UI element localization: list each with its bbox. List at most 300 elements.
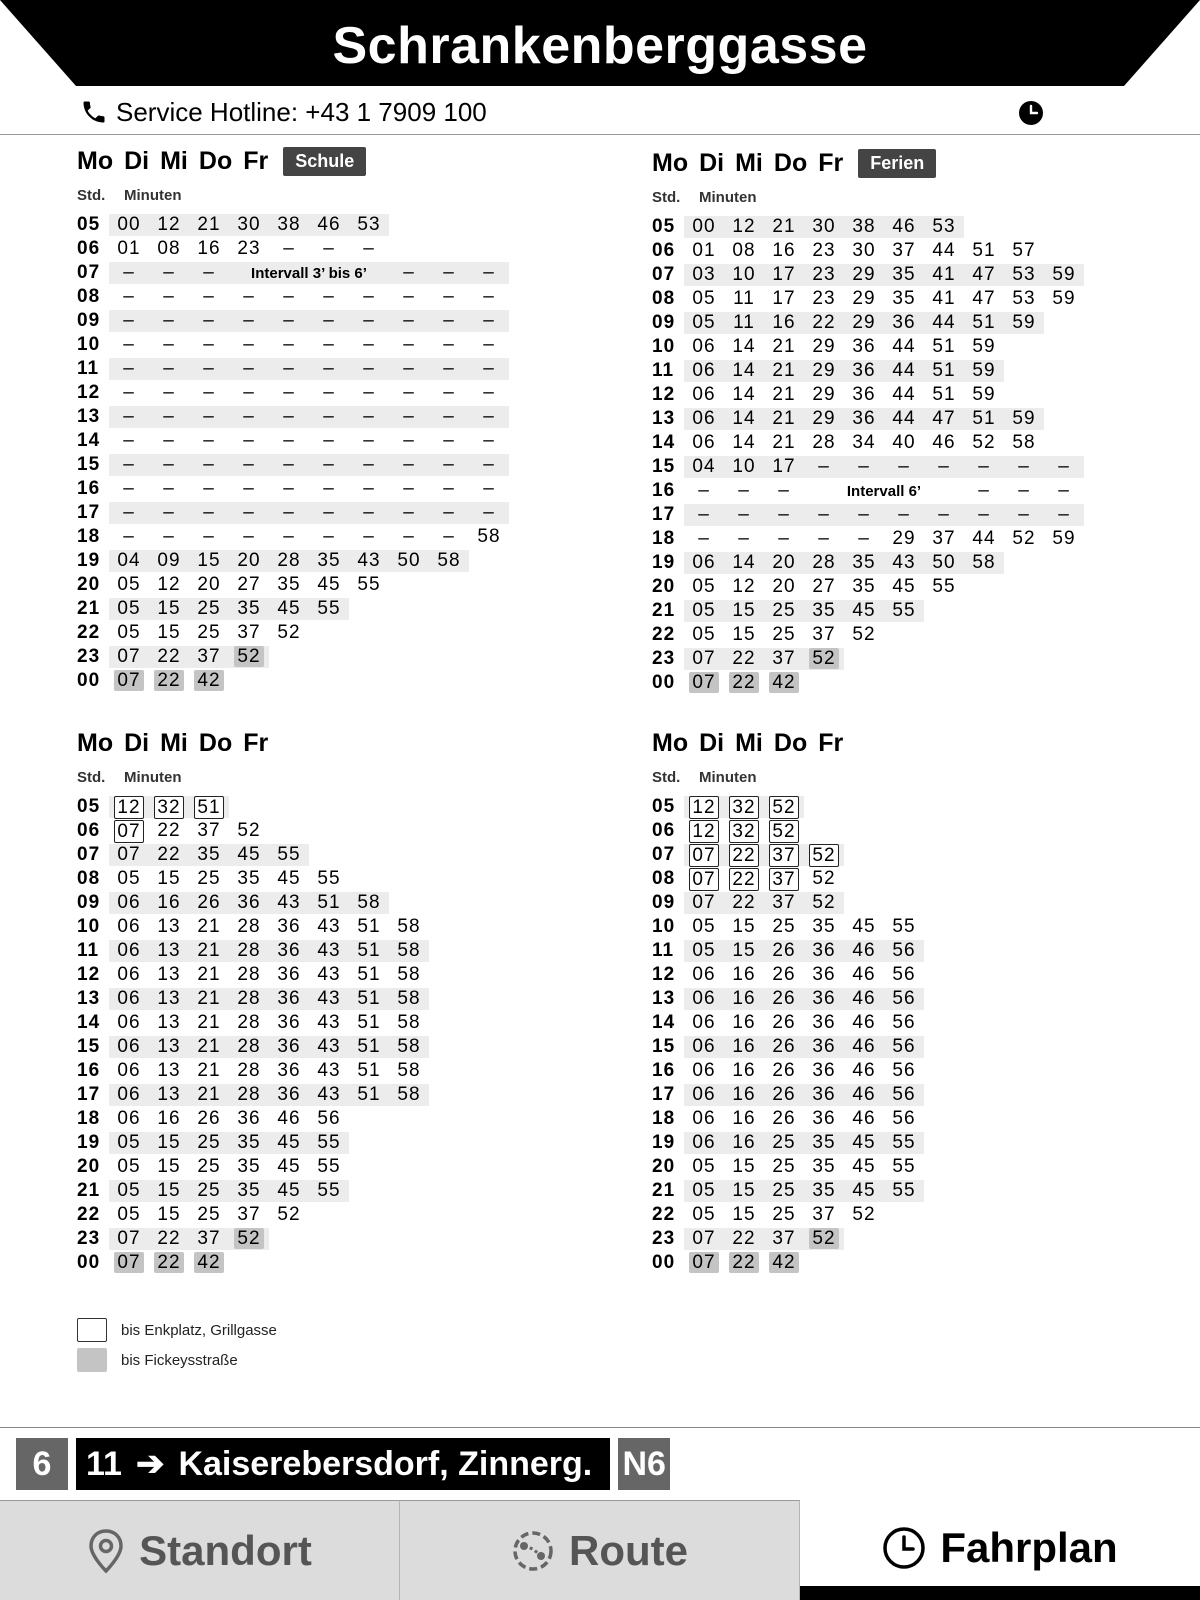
- minute-value: –: [363, 502, 375, 523]
- line-number: 11: [86, 1444, 122, 1483]
- departure-minute: [149, 646, 189, 668]
- departure-minute: [309, 892, 349, 914]
- departure-minute: [684, 336, 724, 358]
- departure-minute: [429, 478, 469, 500]
- clock-icon: [1018, 100, 1044, 126]
- minute-value: 51: [357, 940, 381, 961]
- departure-minute: [684, 240, 724, 262]
- departure-minute: [684, 916, 724, 938]
- minute-value: 15: [157, 1156, 181, 1177]
- departure-minute: [229, 430, 269, 452]
- minute-value: –: [163, 334, 175, 355]
- departure-minute: [1004, 264, 1044, 286]
- departure-minute: [149, 478, 189, 500]
- minute-value: 35: [237, 1156, 261, 1177]
- minute-list: [109, 574, 389, 596]
- departure-minute: [884, 288, 924, 310]
- minute-value: 52: [234, 1228, 264, 1249]
- minute-value: –: [818, 528, 830, 549]
- departure-minute: [1004, 456, 1044, 478]
- minute-value: 22: [729, 1252, 759, 1273]
- weekday-label: Mo: [77, 728, 114, 757]
- minute-value: 36: [812, 940, 836, 961]
- hour-label: 17: [652, 504, 676, 525]
- tab-route[interactable]: [400, 1500, 800, 1600]
- hour-label: 08: [77, 868, 101, 889]
- weekday-label: Do: [198, 146, 233, 175]
- departure-minute: [349, 988, 389, 1010]
- tab-standort[interactable]: [0, 1500, 400, 1600]
- minute-value: 11: [733, 312, 755, 333]
- minute-value: –: [283, 430, 295, 451]
- minute-value: 46: [852, 1084, 876, 1105]
- departure-minute: [229, 238, 269, 260]
- minute-value: 46: [852, 940, 876, 961]
- minute-value: 56: [892, 1108, 916, 1129]
- minute-value: 21: [197, 988, 221, 1009]
- hour-label: 09: [652, 312, 676, 333]
- departure-minute: [229, 988, 269, 1010]
- departure-minute: [964, 456, 1004, 478]
- departure-minute: [724, 868, 764, 891]
- timetable-row: [652, 287, 1172, 311]
- minute-value: 51: [194, 796, 224, 819]
- departure-minute: [1004, 240, 1044, 262]
- minute-value: 22: [812, 312, 836, 333]
- departure-minute: [469, 310, 509, 332]
- minute-value: 28: [237, 1036, 261, 1057]
- minute-value: 45: [277, 1132, 301, 1153]
- minute-list: [109, 526, 509, 548]
- departure-minute: [429, 454, 469, 476]
- minute-value: –: [858, 504, 870, 525]
- minute-value: 44: [892, 360, 916, 381]
- minute-list: [684, 1108, 924, 1130]
- departure-minute: [684, 1132, 724, 1154]
- stop-title: Schrankenberggasse: [332, 17, 868, 75]
- timetable-row: [77, 381, 597, 405]
- departure-minute: [1004, 432, 1044, 454]
- departure-minute: [229, 868, 269, 890]
- minute-list: [684, 844, 844, 866]
- minute-value: 32: [729, 796, 759, 819]
- timetable-row: [77, 453, 597, 477]
- departure-minute: [149, 430, 189, 452]
- minute-value: 46: [277, 1108, 301, 1129]
- departure-minute: [229, 1060, 269, 1082]
- departure-minute: [149, 1204, 189, 1226]
- minute-list: [109, 1252, 229, 1274]
- departure-minute: [684, 600, 724, 622]
- departure-minute: [469, 382, 509, 404]
- minute-list: [109, 670, 229, 692]
- minute-value: 52: [769, 820, 799, 843]
- departure-minute: [109, 1156, 149, 1178]
- minute-value: 35: [237, 1180, 261, 1201]
- departure-minute: [309, 1132, 349, 1154]
- departure-minute: [269, 964, 309, 986]
- departure-minute: [764, 1084, 804, 1106]
- minute-value: 58: [397, 940, 421, 961]
- minute-value: –: [203, 262, 215, 283]
- minute-value: 38: [277, 214, 301, 235]
- minute-value: 06: [692, 988, 716, 1009]
- departure-minute: [804, 1156, 844, 1178]
- minute-value: 55: [317, 868, 341, 889]
- minute-value: 44: [932, 240, 956, 261]
- departure-minute: [189, 1132, 229, 1154]
- hour-label: 11: [77, 358, 100, 379]
- minute-value: –: [203, 334, 215, 355]
- minute-value: 26: [772, 1036, 796, 1057]
- departure-minute: [309, 238, 349, 260]
- minute-value: 46: [852, 1108, 876, 1129]
- timetable-row: [77, 549, 597, 573]
- hour-label: 14: [77, 430, 101, 451]
- minute-value: 22: [154, 670, 184, 691]
- minute-value: –: [363, 334, 375, 355]
- hour-label: 19: [652, 552, 676, 573]
- departure-minute: [309, 868, 349, 890]
- minute-value: 37: [197, 1228, 221, 1249]
- weekday-label: Mi: [735, 148, 763, 177]
- minute-value: 55: [317, 1180, 341, 1201]
- minute-value: 21: [772, 384, 796, 405]
- minute-value: 36: [852, 336, 876, 357]
- clock-icon: [882, 1526, 926, 1570]
- minute-value: 16: [732, 1036, 756, 1057]
- departure-minute: [964, 552, 1004, 574]
- minute-value: 42: [769, 1252, 799, 1273]
- minute-value: 58: [397, 1060, 421, 1081]
- departure-minute: [429, 310, 469, 332]
- departure-minute: [884, 600, 924, 622]
- departure-minute: [724, 528, 764, 550]
- departure-minute: [964, 312, 1004, 334]
- minute-value: 25: [197, 598, 221, 619]
- minute-value: 51: [317, 892, 341, 913]
- weekday-label: Di: [699, 148, 725, 177]
- departure-minute: [349, 940, 389, 962]
- minute-value: 45: [237, 844, 261, 865]
- departure-minute: [269, 1012, 309, 1034]
- hour-label: 18: [77, 526, 101, 547]
- minute-value: 56: [892, 988, 916, 1009]
- minute-value: 52: [812, 892, 836, 913]
- departure-minute: [884, 264, 924, 286]
- departure-minute: [429, 406, 469, 428]
- minute-value: 26: [772, 988, 796, 1009]
- departure-minute: [844, 312, 884, 334]
- minute-value: –: [443, 526, 455, 547]
- hotline-text: Service Hotline: +43 1 7909 100: [116, 96, 487, 127]
- departure-minute: [804, 1084, 844, 1106]
- tab-fahrplan[interactable]: [800, 1500, 1200, 1600]
- hour-label: 00: [77, 1252, 101, 1273]
- departure-minute: [764, 528, 804, 550]
- weekday-label: Mi: [160, 728, 188, 757]
- minute-value: 12: [689, 796, 719, 819]
- minute-value: 22: [729, 672, 759, 693]
- departure-minute: [684, 624, 724, 646]
- departure-minute: [844, 1204, 884, 1226]
- minute-value: 15: [157, 1180, 181, 1201]
- departure-minute: [804, 312, 844, 334]
- minute-value: –: [363, 310, 375, 331]
- departure-minute: [309, 310, 349, 332]
- minute-value: –: [283, 478, 295, 499]
- hour-label: 15: [77, 454, 101, 475]
- minute-value: 23: [237, 238, 261, 259]
- minute-value: 46: [317, 214, 341, 235]
- departure-minute: [429, 502, 469, 524]
- minute-list: [684, 456, 1084, 478]
- minute-value: 35: [277, 574, 301, 595]
- timetable-row: [652, 891, 1172, 915]
- departure-minute: [109, 382, 149, 404]
- minute-value: –: [123, 406, 135, 427]
- minute-value: 00: [692, 216, 716, 237]
- minute-value: –: [203, 478, 215, 499]
- departure-minute: [764, 624, 804, 646]
- departure-minute: [389, 478, 429, 500]
- minute-value: 35: [852, 576, 876, 597]
- departure-minute: [149, 358, 189, 380]
- minute-column-header: Minuten: [124, 769, 182, 786]
- minute-value: 06: [117, 1084, 141, 1105]
- departure-minute: [724, 964, 764, 986]
- minute-value: 13: [157, 1084, 181, 1105]
- minute-list: [684, 384, 1004, 406]
- minute-list: [109, 1228, 269, 1250]
- hour-label: 06: [652, 240, 676, 261]
- departure-minute: [684, 480, 724, 502]
- minute-value: –: [363, 406, 375, 427]
- minute-value: 06: [692, 1132, 716, 1153]
- departure-minute: [1004, 480, 1044, 502]
- minute-value: 35: [197, 844, 221, 865]
- timetable-weekday-3: [652, 727, 1172, 1275]
- minute-value: 28: [277, 550, 301, 571]
- minute-value: 36: [812, 1060, 836, 1081]
- departure-minute: [389, 334, 429, 356]
- minute-list: [684, 1036, 924, 1058]
- departure-minute: [724, 1036, 764, 1058]
- departure-minute: [189, 238, 229, 260]
- departure-minute: [149, 1084, 189, 1106]
- departure-minute: [804, 384, 844, 406]
- minute-value: 36: [812, 964, 836, 985]
- departure-minute: [109, 670, 149, 692]
- hour-label: 08: [77, 286, 101, 307]
- departure-minute: [309, 598, 349, 620]
- minute-value: 42: [769, 672, 799, 693]
- minute-value: –: [123, 430, 135, 451]
- departure-minute: [229, 940, 269, 962]
- minute-value: 55: [317, 1132, 341, 1153]
- departure-minute: [229, 550, 269, 572]
- next-line-button[interactable]: N6: [618, 1438, 670, 1490]
- minute-list: [684, 528, 1084, 550]
- departure-minute: [309, 214, 349, 236]
- legend-item-white: [77, 1315, 277, 1345]
- minute-value: 20: [197, 574, 221, 595]
- departure-minute: [764, 844, 804, 867]
- minute-value: –: [938, 456, 950, 477]
- hour-label: 15: [652, 456, 676, 477]
- minute-value: 29: [812, 384, 836, 405]
- service-hotline[interactable]: [80, 94, 487, 130]
- departure-minute: [109, 646, 149, 668]
- departure-minute: [764, 552, 804, 574]
- departure-minute: [269, 598, 309, 620]
- departure-minute: [804, 600, 844, 622]
- minute-value: 07: [114, 1252, 144, 1273]
- departure-minute: [724, 1084, 764, 1106]
- departure-minute: [884, 336, 924, 358]
- minute-value: 25: [772, 1132, 796, 1153]
- minute-list: [684, 1156, 924, 1178]
- minute-value: –: [403, 286, 415, 307]
- minute-value: 05: [117, 868, 141, 889]
- hour-column-header: Std.: [77, 187, 106, 204]
- minute-value: –: [163, 406, 175, 427]
- departure-minute: [189, 1036, 229, 1058]
- minute-list: [684, 892, 844, 914]
- minute-value: 22: [154, 1252, 184, 1273]
- departure-minute: [109, 574, 149, 596]
- line-divider: [0, 1427, 1200, 1428]
- minute-list: [684, 432, 1044, 454]
- departure-minute: [149, 988, 189, 1010]
- departure-minute: [844, 336, 884, 358]
- minute-list: [684, 312, 1044, 334]
- minute-value: 47: [972, 264, 996, 285]
- departure-minute: [389, 454, 429, 476]
- minute-list: [684, 336, 1004, 358]
- departure-minute: [189, 358, 229, 380]
- minute-value: 06: [117, 940, 141, 961]
- minute-value: 58: [357, 892, 381, 913]
- departure-minute: [724, 360, 764, 382]
- hour-label: 07: [652, 844, 676, 865]
- minute-value: –: [123, 334, 135, 355]
- timetable-row: [652, 1227, 1172, 1251]
- hour-label: 00: [77, 670, 101, 691]
- minute-value: 37: [932, 528, 956, 549]
- timetable-row: [77, 891, 597, 915]
- departure-minute: [684, 264, 724, 286]
- departure-minute: [844, 1060, 884, 1082]
- minute-value: 44: [892, 408, 916, 429]
- minute-value: 16: [197, 238, 221, 259]
- departure-minute: [149, 286, 189, 308]
- timetable-row: [77, 843, 597, 867]
- minute-value: –: [698, 480, 710, 501]
- departure-minute: [189, 1204, 229, 1226]
- minute-value: 59: [1012, 312, 1036, 333]
- departure-minute: [764, 264, 804, 286]
- departure-minute: [149, 1180, 189, 1202]
- departure-minute: [429, 430, 469, 452]
- minute-value: 26: [772, 940, 796, 961]
- departure-minute: [724, 1108, 764, 1130]
- minute-value: 05: [692, 1204, 716, 1225]
- departure-minute: [229, 574, 269, 596]
- departure-minute: [764, 1180, 804, 1202]
- departure-minute: [964, 504, 1004, 526]
- prev-line-button[interactable]: 6: [16, 1438, 68, 1490]
- departure-minute: [764, 600, 804, 622]
- minute-value: 25: [772, 624, 796, 645]
- departure-minute: [684, 384, 724, 406]
- departure-minute: [189, 964, 229, 986]
- minute-value: –: [738, 480, 750, 501]
- minute-value: 21: [772, 360, 796, 381]
- minute-list: [109, 358, 509, 380]
- minute-value: 36: [812, 988, 836, 1009]
- departure-minute: [309, 964, 349, 986]
- departure-minute: [389, 430, 429, 452]
- departure-minute: [229, 358, 269, 380]
- departure-minute: [309, 358, 349, 380]
- minute-value: 36: [277, 916, 301, 937]
- minute-value: 12: [114, 796, 144, 819]
- minute-value: 43: [317, 1060, 341, 1081]
- timetable-row: [77, 213, 597, 237]
- departure-minute: [349, 478, 389, 500]
- minute-value: 16: [732, 1012, 756, 1033]
- departure-minute: [724, 216, 764, 238]
- legend-label: bis Enkplatz, Grillgasse: [121, 1321, 277, 1339]
- departure-minute: [389, 358, 429, 380]
- departure-minute: [804, 528, 844, 550]
- hour-label: 05: [77, 796, 101, 817]
- minute-value: 58: [477, 526, 501, 547]
- departure-minute: [189, 844, 229, 866]
- minute-list: [684, 916, 924, 938]
- minute-value: –: [738, 528, 750, 549]
- departure-minute: [469, 478, 509, 500]
- departure-minute: [269, 238, 309, 260]
- minute-value: 37: [237, 622, 261, 643]
- minute-column-header: Minuten: [699, 189, 757, 206]
- departure-minute: [924, 552, 964, 574]
- departure-minute: [269, 454, 309, 476]
- timetable-row: [77, 1179, 597, 1203]
- minute-list: [109, 796, 229, 818]
- minute-value: 12: [157, 574, 181, 595]
- minute-value: 35: [237, 598, 261, 619]
- departure-minute: [804, 360, 844, 382]
- departure-minute: [964, 528, 1004, 550]
- minute-value: 36: [812, 1036, 836, 1057]
- hour-label: 09: [77, 892, 101, 913]
- minute-value: 07: [114, 670, 144, 691]
- departure-minute: [349, 430, 389, 452]
- minute-value: –: [283, 334, 295, 355]
- minute-list: [109, 430, 509, 452]
- hour-label: 06: [652, 820, 676, 841]
- minute-value: –: [483, 358, 495, 379]
- departure-minute: [389, 1060, 429, 1082]
- minute-value: 20: [772, 552, 796, 573]
- minute-list: [109, 454, 509, 476]
- timetable-row: [77, 621, 597, 645]
- departure-minute: [269, 940, 309, 962]
- hour-label: 10: [652, 336, 676, 357]
- departure-minute: [269, 334, 309, 356]
